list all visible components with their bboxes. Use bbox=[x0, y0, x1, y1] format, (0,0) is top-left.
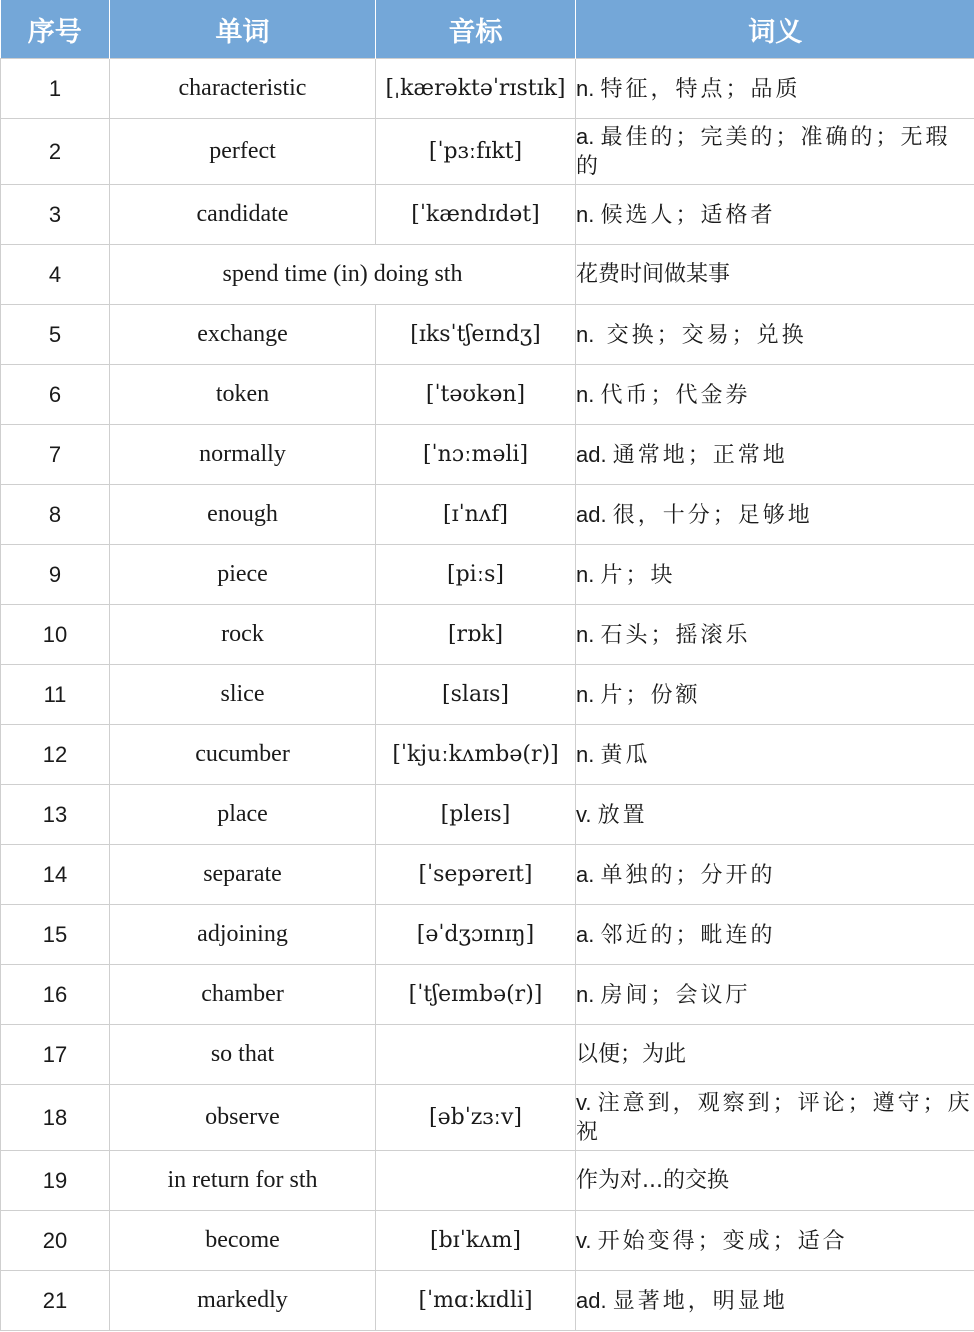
row-meaning bbox=[576, 845, 974, 905]
definition-text: 特征，特点；品质 bbox=[600, 76, 801, 102]
row-number: 19 bbox=[1, 1151, 110, 1211]
table-row bbox=[1, 905, 974, 965]
definition-text: 邻近的；毗连的 bbox=[600, 922, 776, 948]
row-word: candidate bbox=[110, 185, 376, 245]
part-of-speech: ad. bbox=[576, 501, 613, 527]
definition-text: 以便；为此 bbox=[576, 1042, 687, 1067]
definition-text: 黄瓜 bbox=[600, 742, 651, 768]
table-row bbox=[1, 119, 974, 185]
row-word: chamber bbox=[110, 965, 376, 1025]
row-number: 8 bbox=[1, 485, 110, 545]
row-number: 21 bbox=[1, 1271, 110, 1331]
row-word: rock bbox=[110, 605, 376, 665]
definition-text: 放置 bbox=[597, 802, 648, 828]
definition-text: 石头；摇滚乐 bbox=[600, 622, 751, 648]
table-row bbox=[1, 185, 974, 245]
row-number: 10 bbox=[1, 605, 110, 665]
part-of-speech: n. bbox=[576, 381, 601, 407]
row-meaning bbox=[576, 245, 974, 305]
definition-text: 单独的；分开的 bbox=[600, 862, 776, 888]
table-row bbox=[1, 545, 974, 605]
part-of-speech: ad. bbox=[576, 1287, 613, 1313]
row-word: token bbox=[110, 365, 376, 425]
row-word: markedly bbox=[110, 1271, 376, 1331]
definition-text: 交换；交易；兑换 bbox=[606, 322, 807, 348]
row-number: 13 bbox=[1, 785, 110, 845]
row-number: 6 bbox=[1, 365, 110, 425]
row-meaning bbox=[576, 1025, 974, 1085]
row-word: exchange bbox=[110, 305, 376, 365]
row-meaning bbox=[576, 485, 974, 545]
definition-text: 开始变得；变成；适合 bbox=[597, 1228, 848, 1254]
row-phonetic: [ˈtʃeɪmbə(r)] bbox=[376, 965, 576, 1025]
definition-text: 片；块 bbox=[600, 562, 676, 588]
row-meaning bbox=[576, 185, 974, 245]
row-word: become bbox=[110, 1211, 376, 1271]
table-row bbox=[1, 1271, 974, 1331]
row-word: enough bbox=[110, 485, 376, 545]
row-word: characteristic bbox=[110, 59, 376, 119]
table-row bbox=[1, 59, 974, 119]
row-phonetic: [rɒk] bbox=[376, 605, 576, 665]
row-word: place bbox=[110, 785, 376, 845]
definition-text: 最佳的；完美的；准确的；无瑕的 bbox=[576, 125, 951, 179]
row-number: 16 bbox=[1, 965, 110, 1025]
definition-text: 花费时间做某事 bbox=[576, 262, 731, 287]
row-phonetic bbox=[376, 1025, 576, 1085]
row-meaning bbox=[576, 425, 974, 485]
table-row bbox=[1, 605, 974, 665]
row-phonetic: [ˈkjuːkʌmbə(r)] bbox=[376, 725, 576, 785]
row-number: 3 bbox=[1, 185, 110, 245]
row-word: in return for sth bbox=[110, 1151, 376, 1211]
table-row bbox=[1, 1211, 974, 1271]
row-phonetic: [ˌkærəktəˈrɪstɪk] bbox=[376, 59, 576, 119]
table-row bbox=[1, 1151, 974, 1211]
header-row bbox=[1, 0, 974, 59]
definition-text: 很，十分；足够地 bbox=[612, 502, 813, 528]
row-meaning bbox=[576, 1271, 974, 1331]
part-of-speech: n. bbox=[576, 741, 601, 767]
definition-text: 注意到，观察到；评论；遵守；庆祝 bbox=[576, 1091, 973, 1145]
row-phonetic: [piːs] bbox=[376, 545, 576, 605]
row-number: 2 bbox=[1, 119, 110, 185]
row-number: 5 bbox=[1, 305, 110, 365]
table-row bbox=[1, 425, 974, 485]
part-of-speech: v. bbox=[576, 801, 598, 827]
row-phonetic: [bɪˈkʌm] bbox=[376, 1211, 576, 1271]
part-of-speech: n. bbox=[576, 621, 601, 647]
row-number: 15 bbox=[1, 905, 110, 965]
part-of-speech: n. bbox=[576, 981, 601, 1007]
row-number: 1 bbox=[1, 59, 110, 119]
row-meaning bbox=[576, 965, 974, 1025]
part-of-speech: a. bbox=[576, 921, 601, 947]
row-number: 14 bbox=[1, 845, 110, 905]
row-phonetic: [əˈdʒɔɪnɪŋ] bbox=[376, 905, 576, 965]
row-phonetic: [ɪˈnʌf] bbox=[376, 485, 576, 545]
row-number: 9 bbox=[1, 545, 110, 605]
header-word: 单词 bbox=[110, 0, 376, 59]
part-of-speech: v. bbox=[576, 1227, 598, 1253]
definition-text: 作为对...的交换 bbox=[576, 1168, 729, 1193]
definition-text: 显著地，明显地 bbox=[612, 1288, 788, 1314]
row-meaning bbox=[576, 1085, 974, 1151]
row-meaning bbox=[576, 119, 974, 185]
table-row bbox=[1, 785, 974, 845]
row-phonetic: [ˈmɑːkɪdli] bbox=[376, 1271, 576, 1331]
row-meaning bbox=[576, 605, 974, 665]
row-word: piece bbox=[110, 545, 376, 605]
table-row bbox=[1, 1085, 974, 1151]
table-row bbox=[1, 305, 974, 365]
row-phrase: spend time (in) doing sth bbox=[110, 245, 576, 305]
part-of-speech: n. bbox=[576, 321, 607, 347]
row-word: adjoining bbox=[110, 905, 376, 965]
row-phonetic: [ˈnɔːməli] bbox=[376, 425, 576, 485]
part-of-speech: v. bbox=[576, 1090, 598, 1115]
row-phonetic bbox=[376, 1151, 576, 1211]
row-meaning bbox=[576, 725, 974, 785]
row-meaning bbox=[576, 665, 974, 725]
row-meaning bbox=[576, 1151, 974, 1211]
row-meaning bbox=[576, 1211, 974, 1271]
row-phonetic: [ˈpɜːfɪkt] bbox=[376, 119, 576, 185]
row-number: 17 bbox=[1, 1025, 110, 1085]
definition-text: 通常地；正常地 bbox=[612, 442, 788, 468]
header-number: 序号 bbox=[1, 0, 110, 59]
row-phonetic: [pleɪs] bbox=[376, 785, 576, 845]
row-word: observe bbox=[110, 1085, 376, 1151]
row-word: slice bbox=[110, 665, 376, 725]
table-row bbox=[1, 1025, 974, 1085]
header-phonetic: 音标 bbox=[376, 0, 576, 59]
part-of-speech: ad. bbox=[576, 441, 613, 467]
table-row bbox=[1, 845, 974, 905]
row-meaning bbox=[576, 905, 974, 965]
row-phonetic: [slaɪs] bbox=[376, 665, 576, 725]
table-row bbox=[1, 965, 974, 1025]
row-word: normally bbox=[110, 425, 376, 485]
table-row bbox=[1, 365, 974, 425]
row-phonetic: [əbˈzɜːv] bbox=[376, 1085, 576, 1151]
row-phonetic: [ˈsepəreɪt] bbox=[376, 845, 576, 905]
row-word: cucumber bbox=[110, 725, 376, 785]
row-word: separate bbox=[110, 845, 376, 905]
table-row bbox=[1, 485, 974, 545]
definition-text: 候选人；适格者 bbox=[600, 202, 776, 228]
row-number: 11 bbox=[1, 665, 110, 725]
row-number: 7 bbox=[1, 425, 110, 485]
row-phonetic: [ˈkændɪdət] bbox=[376, 185, 576, 245]
part-of-speech: n. bbox=[576, 561, 601, 587]
row-meaning bbox=[576, 305, 974, 365]
part-of-speech: n. bbox=[576, 201, 601, 227]
row-meaning bbox=[576, 365, 974, 425]
part-of-speech: n. bbox=[576, 75, 601, 101]
definition-text: 房间；会议厅 bbox=[600, 982, 751, 1008]
row-phonetic: [ˈtəʊkən] bbox=[376, 365, 576, 425]
header-meaning: 词义 bbox=[576, 0, 974, 59]
table-row bbox=[1, 665, 974, 725]
row-word: perfect bbox=[110, 119, 376, 185]
table-row bbox=[1, 245, 974, 305]
row-number: 12 bbox=[1, 725, 110, 785]
row-meaning bbox=[576, 59, 974, 119]
row-word: so that bbox=[110, 1025, 376, 1085]
part-of-speech: a. bbox=[576, 861, 601, 887]
definition-text: 片；份额 bbox=[600, 682, 701, 708]
definition-text: 代币；代金券 bbox=[600, 382, 751, 408]
part-of-speech: a. bbox=[576, 124, 601, 149]
row-number: 4 bbox=[1, 245, 110, 305]
row-number: 18 bbox=[1, 1085, 110, 1151]
row-meaning bbox=[576, 785, 974, 845]
row-meaning bbox=[576, 545, 974, 605]
row-phonetic: [ɪksˈtʃeɪndʒ] bbox=[376, 305, 576, 365]
part-of-speech: n. bbox=[576, 681, 601, 707]
table-row bbox=[1, 725, 974, 785]
row-number: 20 bbox=[1, 1211, 110, 1271]
